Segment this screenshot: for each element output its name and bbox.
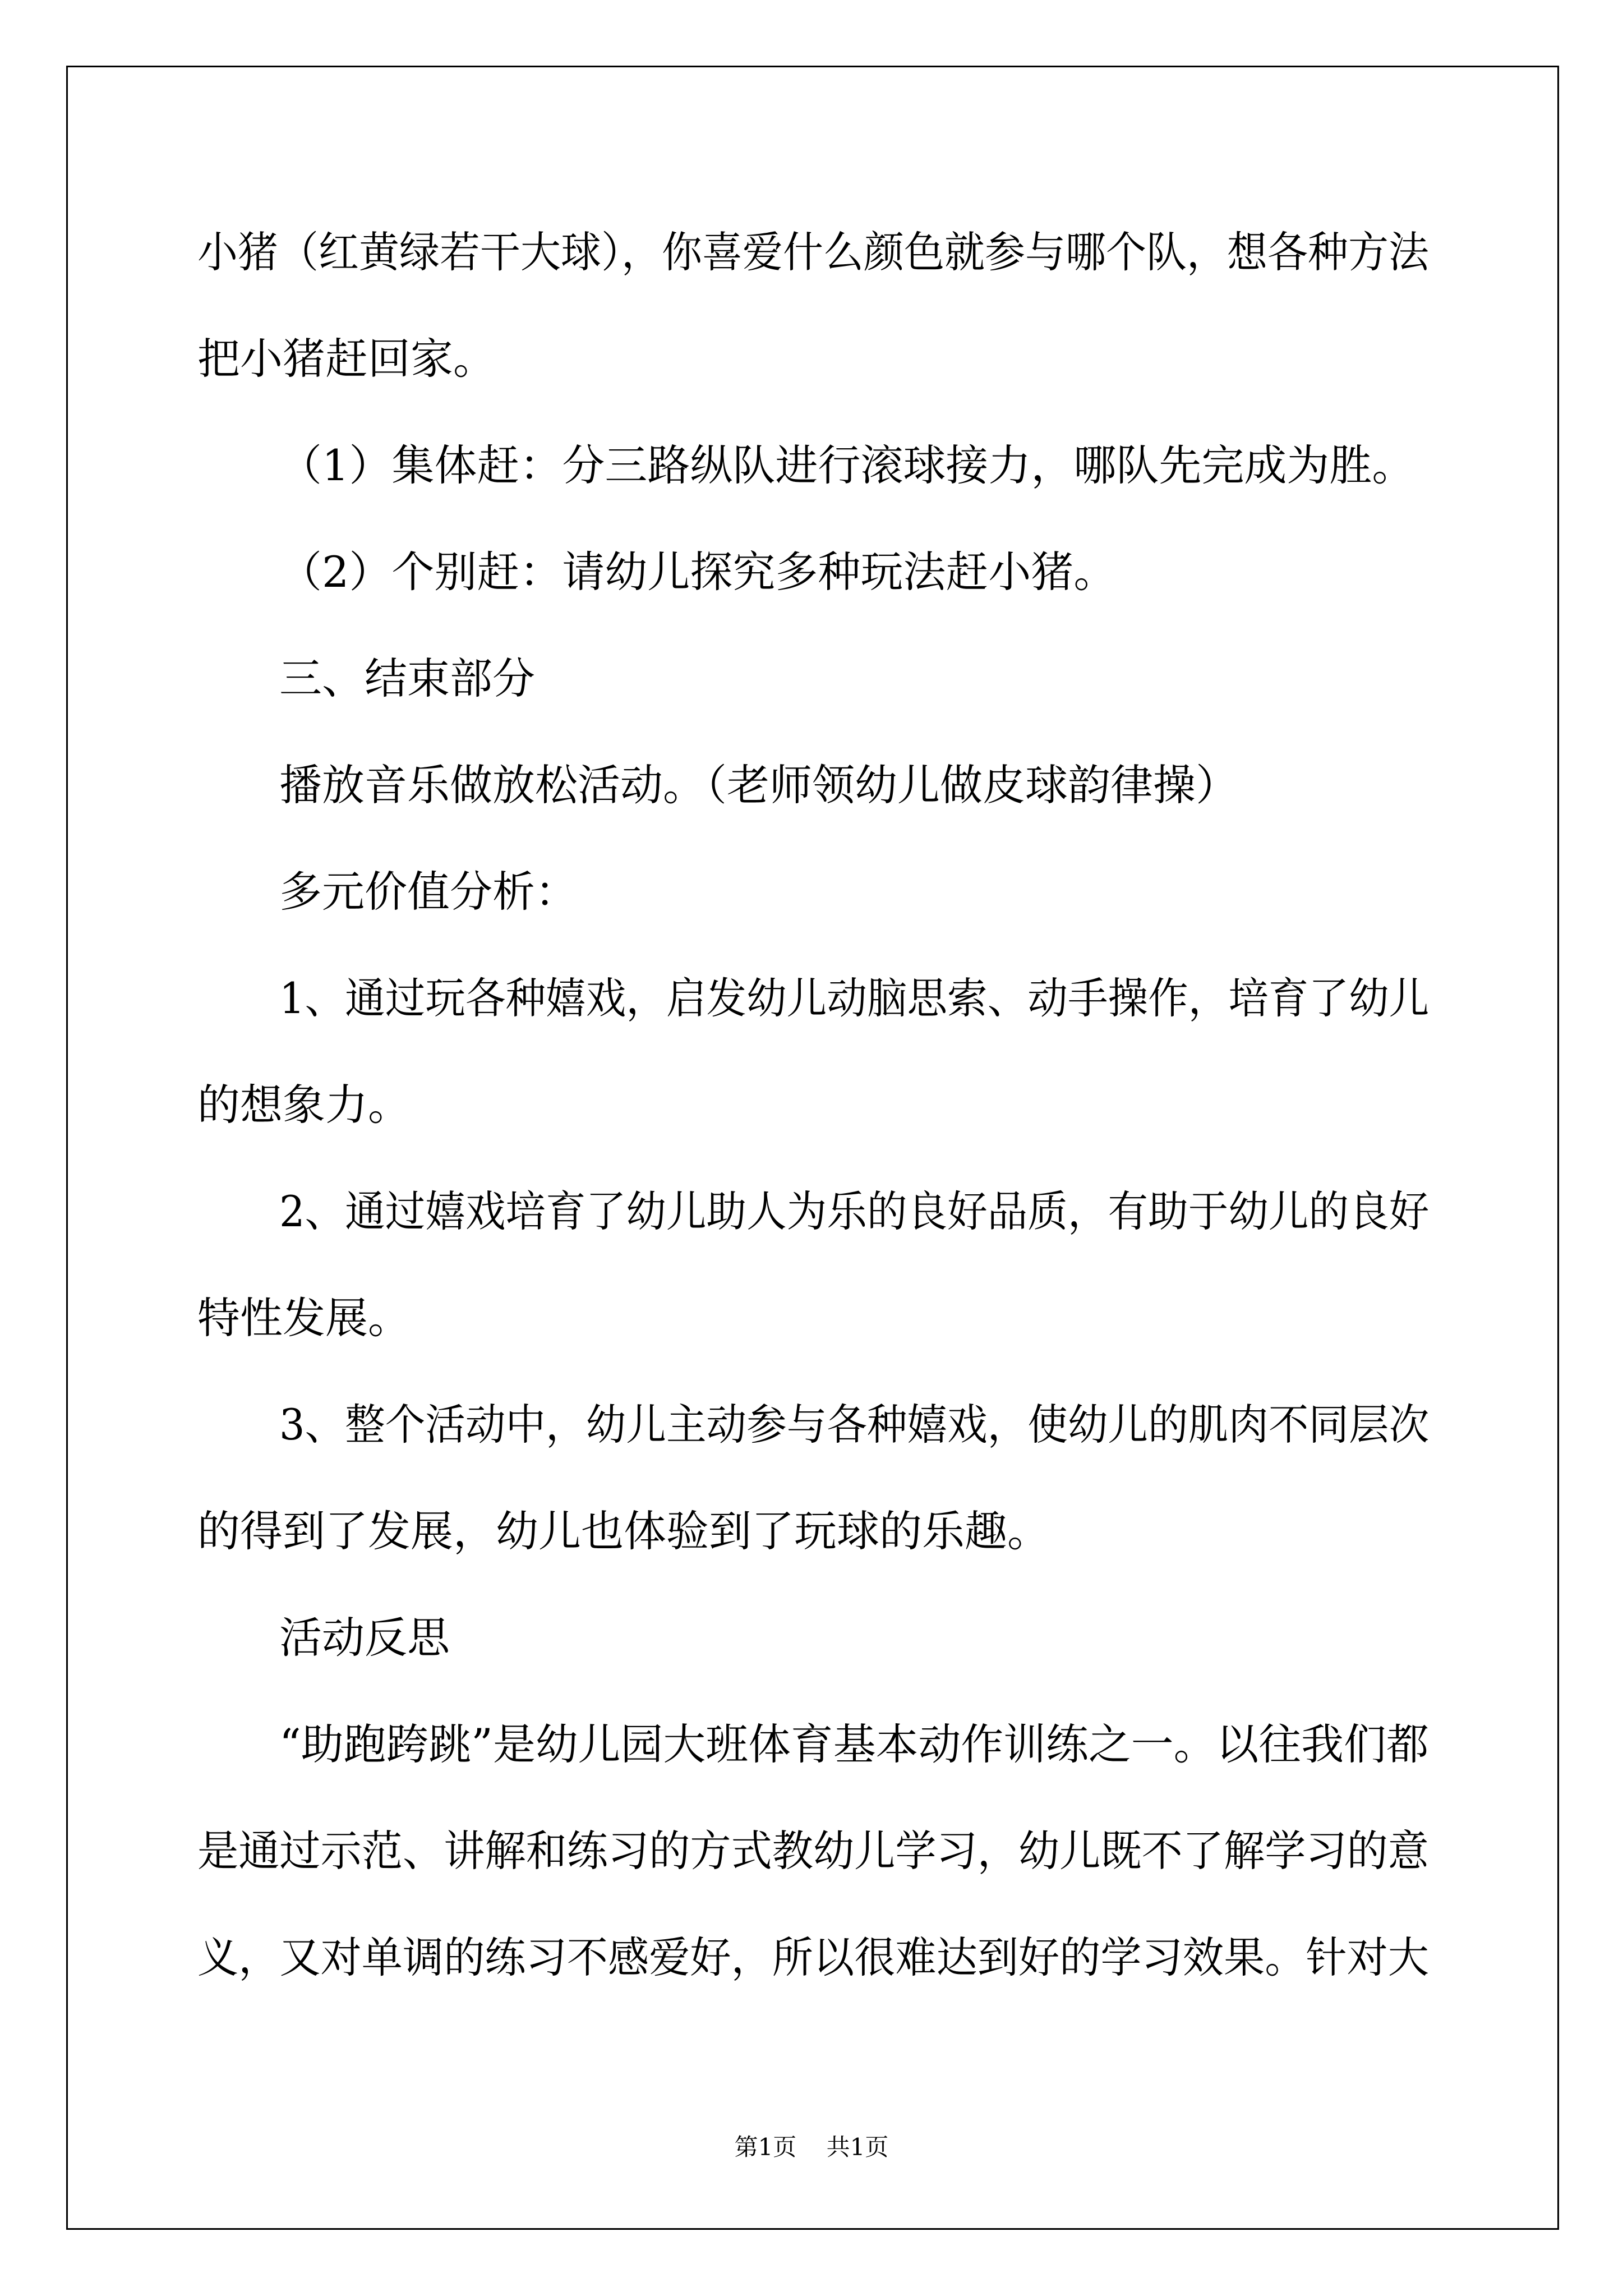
page-border [66, 66, 1559, 2230]
section-heading: 三、结束部分 [279, 654, 535, 703]
paragraph-line: 播放音乐做放松活动。（老师领幼儿做皮球韵律操） [279, 760, 1238, 810]
paragraph-line: 的想象力。 [197, 1080, 411, 1130]
paragraph-line: “助跑跨跳”是幼儿园大班体育基本动作训练之一。以往我们都 [279, 1719, 1429, 1769]
section-heading: 多元价值分析： [279, 867, 578, 917]
paragraph-line: 义，又对单调的练习不感爱好，所以很难达到好的学习效果。针对大 [197, 1932, 1429, 1982]
page-footer: 第1页 共1页 [734, 2133, 889, 2161]
section-heading: 活动反思 [279, 1613, 450, 1663]
paragraph-line: 小猪（红黄绿若干大球），你喜爱什么颜色就参与哪个队，想各种方法 [197, 227, 1429, 277]
paragraph-line: 3、整个活动中，幼儿主动参与各种嬉戏，使幼儿的肌肉不同层次 [279, 1400, 1430, 1450]
paragraph-line: 是通过示范、讲解和练习的方式教幼儿学习，幼儿既不了解学习的意 [197, 1826, 1429, 1876]
paragraph-line: 2、通过嬉戏培育了幼儿助人为乐的良好品质，有助于幼儿的良好 [279, 1186, 1430, 1236]
paragraph-line: （1）集体赶：分三路纵队进行滚球接力，哪队先完成为胜。 [279, 440, 1415, 490]
paragraph-line: 特性发展。 [197, 1293, 411, 1343]
paragraph-line: 的得到了发展，幼儿也体验到了玩球的乐趣。 [197, 1506, 1050, 1556]
paragraph-line: 1、通过玩各种嬉戏，启发幼儿动脑思索、动手操作，培育了幼儿 [279, 973, 1430, 1023]
paragraph-line: （2）个别赶：请幼儿探究多种玩法赶小猪。 [279, 547, 1117, 597]
paragraph-line: 把小猪赶回家。 [197, 334, 496, 384]
